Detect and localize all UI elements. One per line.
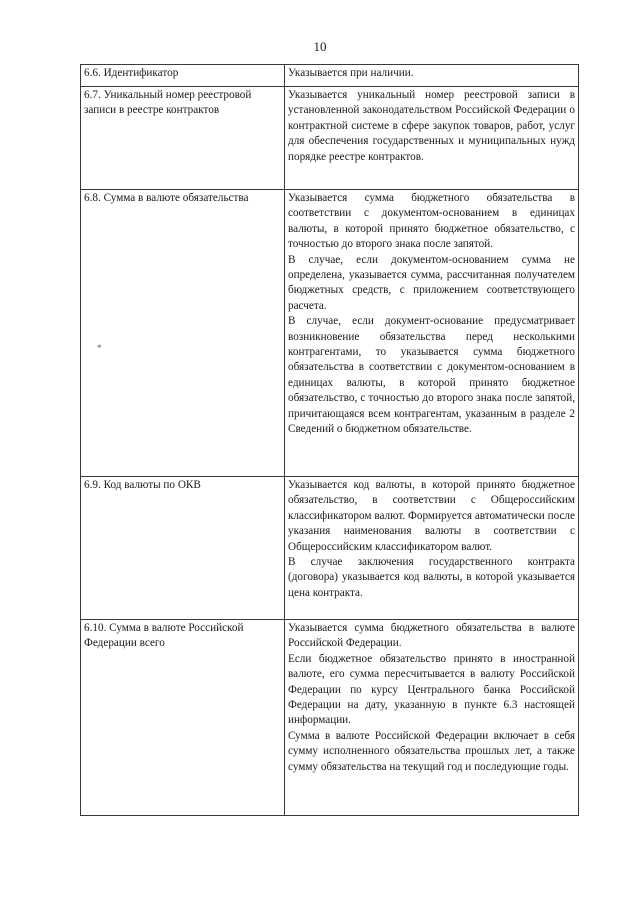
row-label: 6.8. Сумма в валюте обязательства <box>84 192 249 204</box>
page-number: 10 <box>313 39 327 54</box>
description-paragraph: В случае, если документ-основание предусматривает возникновение обязательства перед несколькими контрагентами, то указывается сумма бюджетного обязательства в соответствии с документом-основанием в единицах валюты, в которой принято бюджетное обязательство, с точностью до второго знака после запятой, причитающаяся всем контрагентам, указанным в разделе 2 Сведений о бюджетном обязательстве. <box>288 315 575 436</box>
description-paragraph: Указывается сумма бюджетного обязательства в соответствии с документом-основанием в единицах валюты, в которой принято бюджетное обязательство, с точностью до второго знака после запятой. <box>288 192 575 251</box>
description-paragraph: В случае заключения государственного контракта (договора) указывается код валюты, в которой указывается цена контракта. <box>288 556 575 599</box>
row-label: 6.7. Уникальный номер реестровой записи в реестре контрактов <box>84 89 252 117</box>
row-description-cell <box>285 87 579 190</box>
row-label-cell <box>81 87 285 190</box>
table-row-6-7 <box>81 87 579 190</box>
table-row-6-9 <box>81 477 579 620</box>
description-paragraph: Указывается уникальный номер реестровой записи в установленной законодательством Российской Федерации о контрактной системе в сфере закупок товаров, работ, услуг для обеспечения государственных и муниципальных нужд порядке реестре контрактов. <box>288 89 575 163</box>
row-description-cell <box>285 477 579 620</box>
description-paragraph: Если бюджетное обязательство принято в иностранной валюте, его сумма пересчитывается в валюту Российской Федерации по курсу Центрального банка Российской Федерации на дату, указанную в пункте 6.3 настоящей информации. <box>288 652 575 727</box>
row-label-cell <box>81 65 285 87</box>
description-paragraph: В случае, если документом-основанием сумма не определена, указывается сумма, рассчитанная получателем бюджетных средств, с приложением соответствующего расчета. <box>288 253 575 312</box>
row-label: 6.6. Идентификатор <box>84 67 179 79</box>
description-paragraph: Указывается код валюты, в которой принято бюджетное обязательство, в соответствии с Общероссийским классификатором валют. Формируется автоматически после указания наименования валюты в соответствии с Общероссийским классификатором валют. <box>288 479 575 553</box>
row-label-cell <box>81 477 285 620</box>
row-description-cell <box>285 190 579 477</box>
description-paragraph: Указывается при наличии. <box>288 67 414 79</box>
document-table <box>80 64 579 816</box>
row-label: 6.9. Код валюты по ОКВ <box>84 479 201 491</box>
description-paragraph: Указывается сумма бюджетного обязательства в валюте Российской Федерации. <box>288 622 575 650</box>
row-description-cell <box>285 65 579 87</box>
row-label: 6.10. Сумма в валюте Российской Федерации всего <box>84 622 244 650</box>
table-row-6-8 <box>81 190 579 477</box>
stray-mark: * <box>97 343 102 353</box>
description-paragraph: Сумма в валюте Российской Федерации включает в себя сумму исполненного обязательства прошлых лет, а также сумму обязательства на текущий год и последующие годы. <box>288 729 575 773</box>
table-row-6-10 <box>81 620 579 816</box>
table-row-6-6 <box>81 65 579 87</box>
row-label-cell <box>81 190 285 477</box>
row-description-cell <box>285 620 579 816</box>
row-label-cell <box>81 620 285 816</box>
